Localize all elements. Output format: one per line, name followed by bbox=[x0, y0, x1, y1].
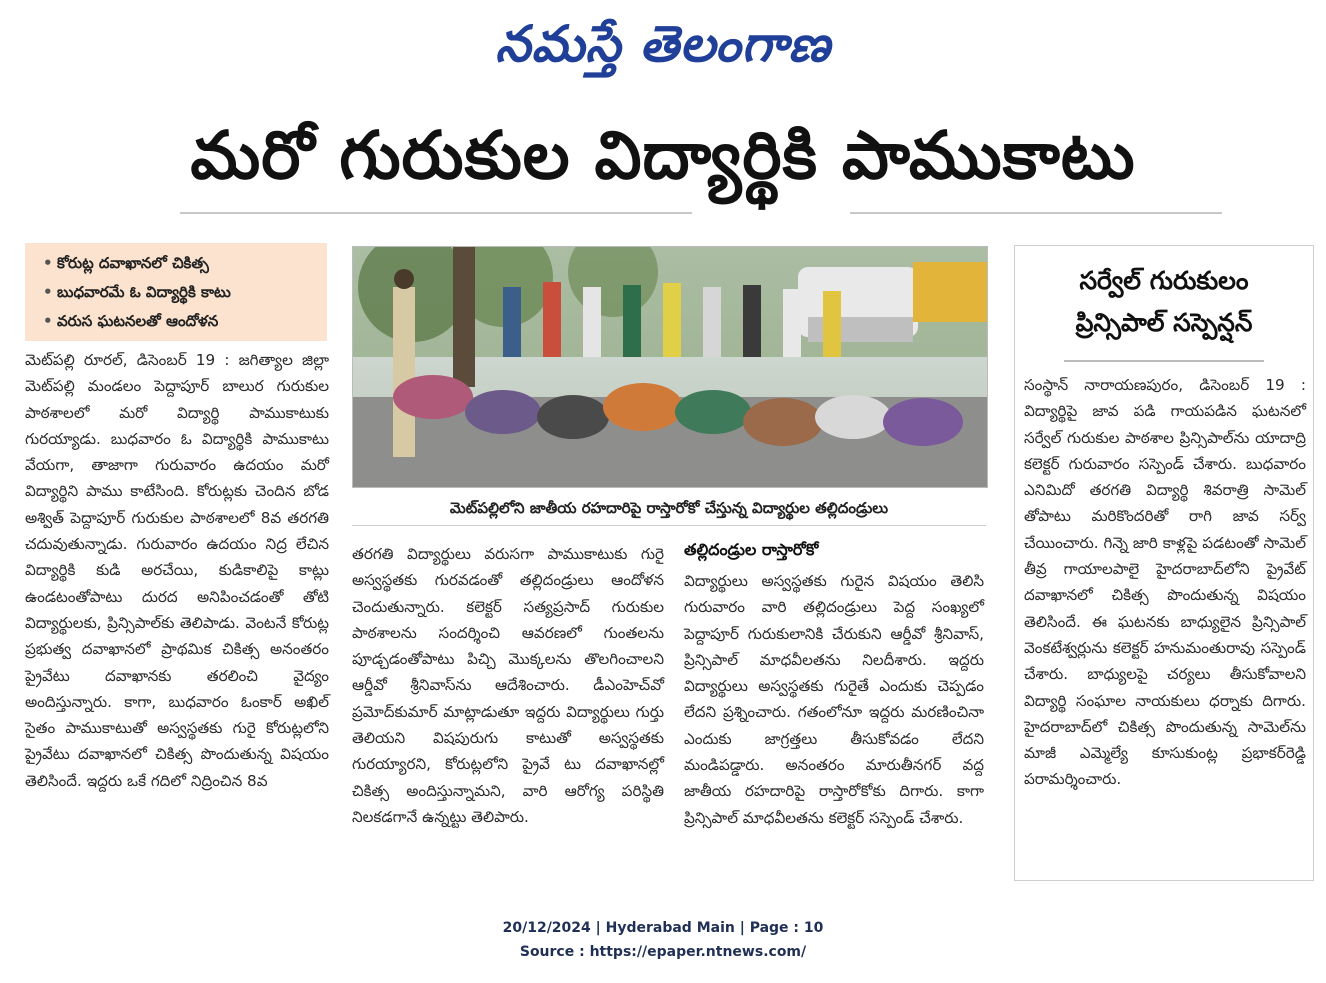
highlight-text: బుధవారమే ఓ విద్యార్థికి కాటు bbox=[57, 283, 231, 301]
sidebar-headline-line2: ప్రిన్సిపాల్ సస్పెన్షన్ bbox=[1075, 308, 1253, 337]
bullet-icon: • bbox=[43, 312, 53, 330]
bullet-icon: • bbox=[43, 283, 53, 301]
news-photo bbox=[352, 246, 988, 488]
footer-source-link[interactable]: Source : https://epaper.ntnews.com/ bbox=[519, 944, 807, 960]
sidebar-headline-line1: సర్వేల్ గురుకులం bbox=[1079, 266, 1249, 295]
page-headline: మరో గురుకుల విద్యార్థికి పాముకాటు bbox=[190, 117, 1136, 194]
highlight-text: కోరుట్ల దవాఖానలో చికిత్స bbox=[57, 254, 209, 272]
sidebar-headline bbox=[1014, 260, 1314, 344]
highlight-text: వరుస ఘటనలతో ఆందోళన bbox=[57, 312, 219, 330]
protest-photo-illustration bbox=[353, 247, 987, 487]
headline-rule-right bbox=[850, 212, 1222, 214]
masthead-logo: నమస్తే తెలంగాణ bbox=[495, 14, 831, 73]
footer-date-edition: 20/12/2024 | Hyderabad Main | Page : 10 bbox=[502, 920, 824, 936]
headline-rule-left bbox=[180, 212, 692, 214]
highlight-item bbox=[25, 307, 327, 336]
bullet-icon: • bbox=[43, 254, 53, 272]
highlight-item bbox=[25, 249, 327, 278]
article-column-1: మెట్‌పల్లి రూరల్, డిసెంబర్ 19 : జగిత్యాల జిల్లా మెట్‌పల్లి మండలం పెద్దాపూర్ బాలుర గురుకుల పాఠశాలలో మరో విద్యార్థి పాముకాటుకు గురయ్యాడు. బుధవారం ఓ విద్యార్థికి పాముకాటు వేయగా, తాజాగా గురువారం ఉదయం మరో విద్యార్థిని పాము కాటేసింది. కోరుట్లకు చెందిన బోడ అశ్విత్ పెద్దాపూర్ గురుకుల పాఠశాలలో 8వ తరగతి చదువుతున్నాడు. గురువారం ఉదయం నిద్ర లేచిన విద్యార్థికి కుడి అరచేయి, కుడికాలిపై కాట్లు ఉండటంతోపాటు దురద అనిపించడంతో తోటి విద్యార్థులకు, ప్రిన్సిపాల్‌కు తెలిపాడు. వెంటనే కోరుట్ల ప్రభుత్వ దవాఖానలో ప్రాథమిక చికిత్స అనంతరం ప్రైవేటు దవాఖానకు తరలించి వైద్యం అందిస్తున్నారు. కాగా, బుధవారం ఓంకార్ అఖిల్ సైతం పాముకాటుతో అస్వస్థతకు గురై కోరుట్లలోని ప్రైవేటు దవాఖానలో చికిత్స పొందుతున్న విషయం తెలిసిందే. ఇద్దరు ఒకే గదిలో నిద్రించిన 8వ bbox=[25, 351, 329, 790]
sidebar-body: సంస్థాన్ నారాయణపురం, డిసెంబర్ 19 : విద్యార్థిపై జావ పడి గాయపడిన ఘటనలో సర్వేల్ గురుకుల పాఠశాల ప్రిన్సిపాల్‌ను యాదాద్రి కలెక్టర్ గురువారం సస్పెండ్ చేశారు. బుధవారం ఎనిమిదో తరగతి విద్యార్థి శివరాత్రి సామెల్ తోపాటు మరికొందరితో రాగి జావ సర్వ్ చేయించారు. గిన్నె జారి కాళ్లపై పడటంతో సామెల్ తీవ్ర గాయాలపాలై హైదరాబాద్‌లోని ప్రైవేట్ దవాఖానలో చికిత్స పొందుతున్న విషయం తెలిసిందే. ఈ ఘటనకు బాధ్యులైన ప్రిన్సిపాల్ వెంకటేశ్వర్లును కలెక్టర్ హనుమంతురావు సస్పెండ్ చేశారు. బాధ్యులపై చర్యలు తీసుకోవాలని విద్యార్థి సంఘాల నాయకులు ధర్నాకు దిగారు. హైదరాబాద్‌లో చికిత్స పొందుతున్న సామెల్‌ను మాజీ ఎమ్మెల్యే కూసుకుంట్ల ప్రభాకర్‌రెడ్డి పరామర్శించారు. bbox=[1024, 376, 1306, 789]
highlight-box bbox=[25, 243, 327, 341]
photo-caption: మెట్‌పల్లిలోని జాతీయ రహదారిపై రాస్తారోకో చేస్తున్న విద్యార్థుల తల్లిదండ్రులు bbox=[352, 491, 986, 526]
article-column-2: తరగతి విద్యార్థులు వరుసగా పాముకాటుకు గురై అస్వస్థతకు గురవడంతో తల్లిదండ్రులు ఆందోళన చెందుతున్నారు. కలెక్టర్ సత్యప్రసాద్ గురుకుల పాఠశాలను సందర్శించి ఆవరణలో గుంతలను పూడ్చడంతోపాటు పిచ్చి మొక్కలను తొలగించాలని ఆర్డీవో శ్రీనివాస్‌ను ఆదేశించారు. డీఎంహెచ్‌వో ప్రమోద్‌కుమార్ మాట్లాడుతూ ఇద్దరు విద్యార్థులు గుర్తు తెలియని విషపురుగు కాటుతో అస్వస్థతకు గురయ్యారని, కోరుట్లలోని ప్రైవే టు దవాఖానల్లో చికిత్స అందిస్తున్నామని, వారి ఆరోగ్య పరిస్థితి నిలకడగానే ఉన్నట్టు తెలిపారు. bbox=[352, 545, 664, 826]
highlight-item bbox=[25, 278, 327, 307]
article-column-3: విద్యార్థులు అస్వస్థతకు గురైన విషయం తెలిసి గురువారం వారి తల్లిదండ్రులు పెద్ద సంఖ్యలో పెద్దాపూర్ గురుకులానికి చేరుకుని ఆర్డీవో శ్రీనివాస్, ప్రిన్సిపాల్ మాధవీలతను నిలదీశారు. ఇద్దరు విద్యార్థులు అస్వస్థతకు గురైతే ఎందుకు చెప్పడం లేదని ప్రశ్నించారు. గతంలోనూ ఇద్దరు మరణించినా ఎందుకు జాగ్రత్తలు తీసుకోవడం లేదని మండిపడ్డారు. అనంతరం మారుతీనగర్ వద్ద జాతీయ రహదారిపై రాస్తారోకోకు దిగారు. కాగా ప్రిన్సిపాల్ మాధవీలతను కలెక్టర్ సస్పెండ్ చేశారు. bbox=[684, 572, 984, 827]
sidebar-rule bbox=[1064, 360, 1264, 362]
subheading-protest: తల్లిదండ్రుల రాస్తారోకో bbox=[684, 540, 819, 559]
